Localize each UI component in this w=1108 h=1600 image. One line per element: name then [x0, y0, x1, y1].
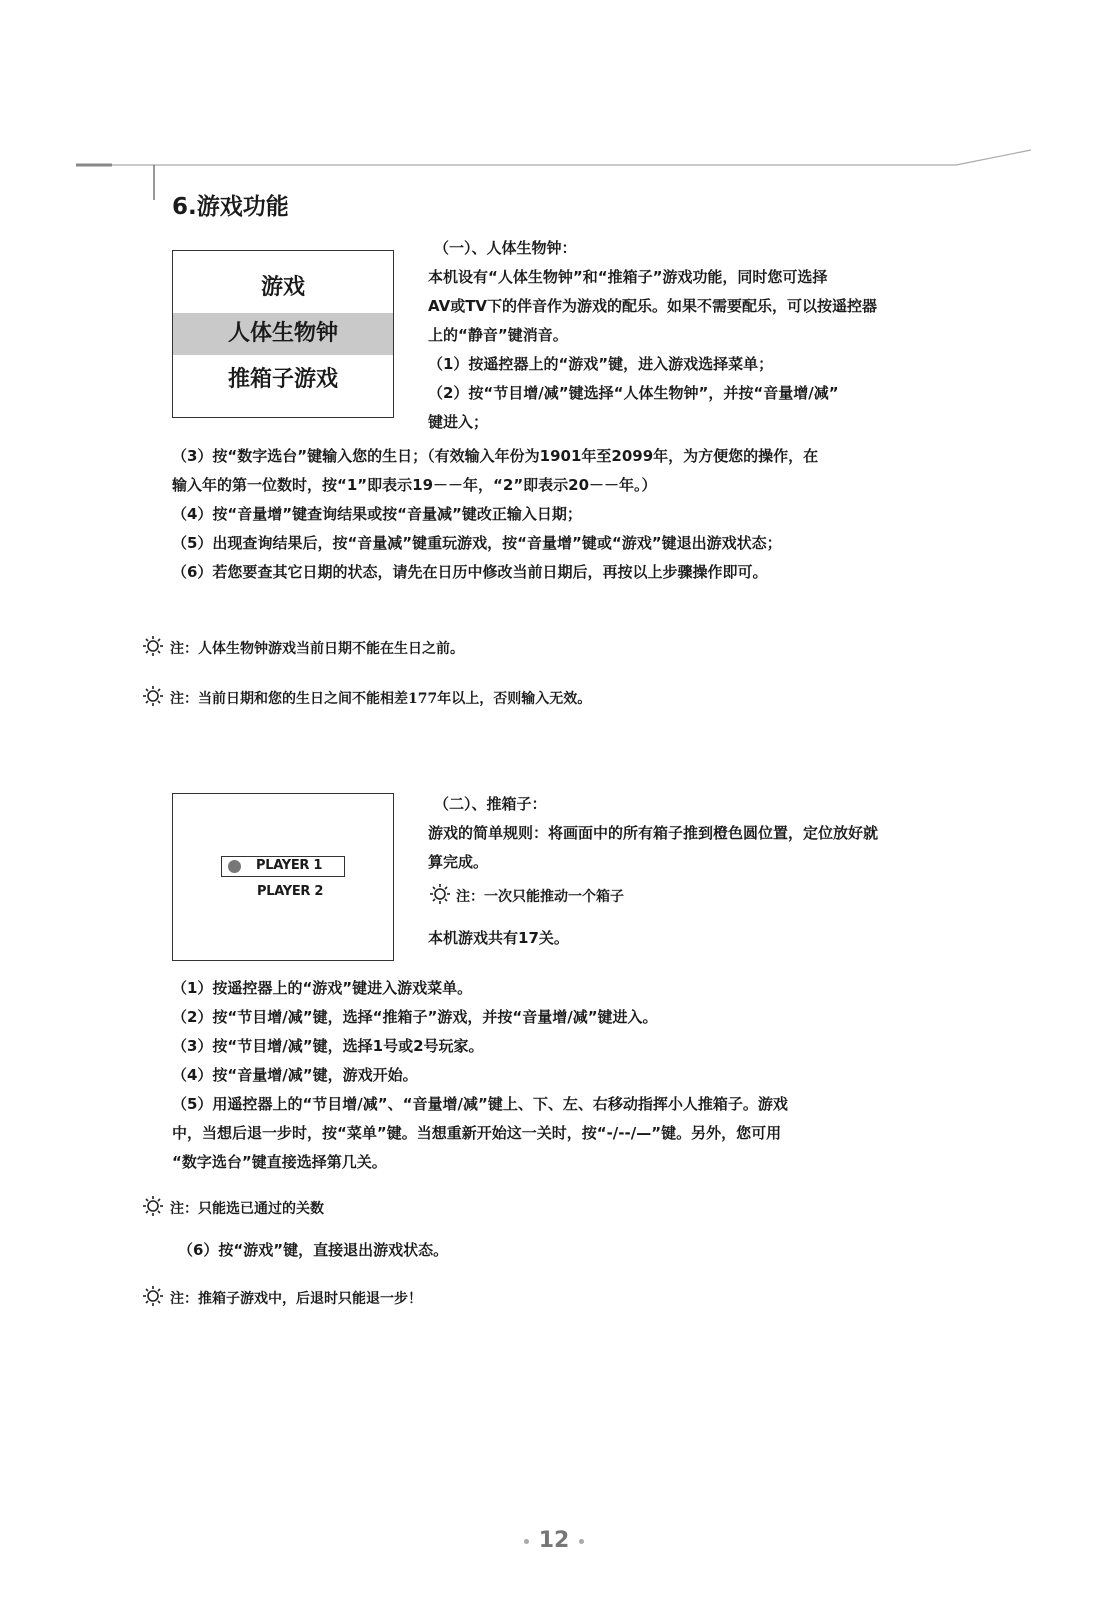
part1-line: 键进入； — [428, 413, 489, 431]
part1-full-line: （3）按“数字选台”键输入您的生日；（有效输入年份为1901年至2099年，为方便您的操作，在 — [172, 447, 819, 465]
lightbulb-icon — [141, 1284, 165, 1308]
note-text: 注：一次只能推动一个箱子 — [456, 889, 624, 905]
menu-item-sokoban: 推箱子游戏 — [227, 367, 338, 392]
note-text: 注：人体生物钟游戏当前日期不能在生日之前。 — [170, 641, 464, 657]
part1-line: （1）按遥控器上的“游戏”键，进入游戏选择菜单； — [428, 355, 774, 373]
section-title: 6.游戏功能 — [172, 194, 289, 220]
part1-line: AV或TV下的伴音作为游戏的配乐。如果不需要配乐，可以按遥控器 — [428, 297, 878, 315]
dot-icon — [524, 1539, 529, 1544]
part2-step: 中，当想后退一步时，按“菜单”键。当想重新开始这一关时，按“-/--/—”键。另外，您可用 — [172, 1124, 782, 1142]
menu-item-game: 游戏 — [260, 275, 305, 300]
menu-item-biorhythm: 人体生物钟 — [173, 313, 393, 355]
part2-step: （4）按“音量增/减”键，游戏开始。 — [172, 1066, 418, 1084]
part1-line: （2）按“节目增/减”键选择“人体生物钟”，并按“音量增/减” — [428, 384, 839, 402]
player2-label: PLAYER 2 — [257, 884, 324, 899]
note-text: 注：当前日期和您的生日之间不能相差177年以上，否则输入无效。 — [170, 691, 592, 707]
part1-full-line: 输入年的第一位数时，按“1”即表示19－－年，“2”即表示20－－年。） — [172, 476, 657, 494]
page-number-text: 12 — [538, 1528, 570, 1553]
part1-full-line: （4）按“音量增”键查询结果或按“音量减”键改正输入日期； — [172, 505, 582, 523]
lightbulb-icon — [141, 684, 165, 708]
sokoban-player-select-illustration — [172, 793, 394, 961]
header-rule — [76, 0, 1036, 200]
part2-rule-line: 游戏的简单规则：将画面中的所有箱子推到橙色圆位置，定位放好就 — [428, 824, 879, 842]
note-text: 注：推箱子游戏中，后退时只能退一步！ — [170, 1291, 422, 1307]
game-menu-illustration — [172, 250, 394, 418]
part2-rule-line: 算完成。 — [428, 853, 489, 871]
part2-step: “数字选台”键直接选择第几关。 — [172, 1153, 387, 1171]
part2-step: （6）按“游戏”键，直接退出游戏状态。 — [178, 1241, 449, 1259]
part1-heading: （一）、人体生物钟： — [434, 239, 577, 257]
selection-dot-icon — [228, 860, 241, 873]
part1-full-line: （5）出现查询结果后，按“音量减”键重玩游戏，按“音量增”键或“游戏”键退出游戏状态； — [172, 534, 782, 552]
part2-step: （2）按“节目增/减”键，选择“推箱子”游戏，并按“音量增/减”键进入。 — [172, 1008, 658, 1026]
player1-selection-frame — [221, 856, 345, 877]
part1-line: 上的“静音”键消音。 — [428, 326, 568, 344]
note-text: 注：只能选已通过的关数 — [170, 1201, 324, 1217]
part2-step: （5）用遥控器上的“节目增/减”、“音量增/减”键上、下、左、右移动指挥小人推箱子。游戏 — [172, 1095, 788, 1113]
page-number — [0, 1528, 1108, 1553]
lightbulb-icon — [428, 882, 452, 906]
player1-label: PLAYER 1 — [256, 858, 323, 873]
lightbulb-icon — [141, 1194, 165, 1218]
lightbulb-icon — [141, 634, 165, 658]
part2-heading: （二）、推箱子： — [434, 795, 547, 813]
level-count-text: 本机游戏共有17关。 — [428, 929, 569, 947]
part2-step: （1）按遥控器上的“游戏”键进入游戏菜单。 — [172, 979, 473, 997]
part2-step: （3）按“节目增/减”键，选择1号或2号玩家。 — [172, 1037, 484, 1055]
part1-full-line: （6）若您要查其它日期的状态，请先在日历中修改当前日期后，再按以上步骤操作即可。 — [172, 563, 768, 581]
part1-line: 本机设有“人体生物钟”和“推箱子”游戏功能，同时您可选择 — [428, 268, 828, 286]
dot-icon — [579, 1539, 584, 1544]
